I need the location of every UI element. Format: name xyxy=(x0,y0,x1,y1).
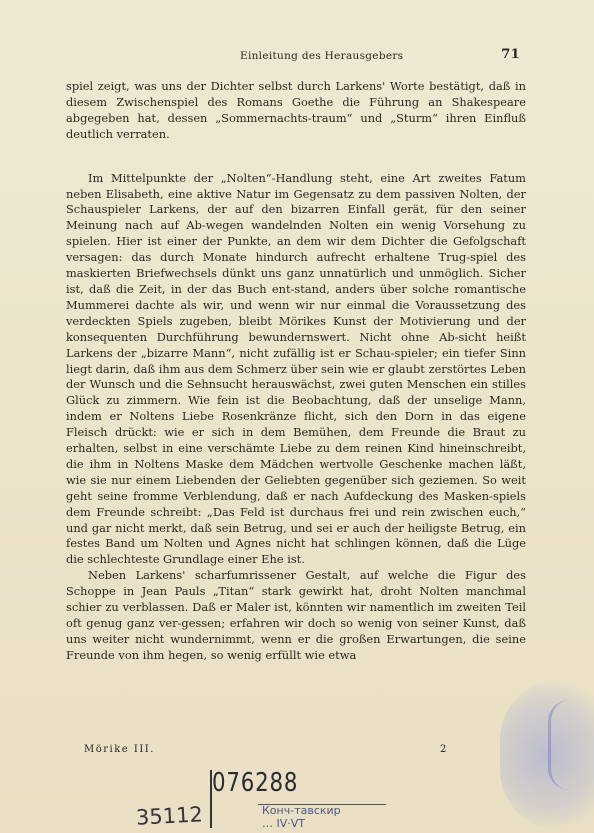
paragraph-nolten: Neben Larkens' scharfumrissener Gestalt, auf welche die Figur des Schoppe in Jean Pauls „Titan“ stark gewirkt hat, droht Nolten manchmal schier zu verblassen. Daß er Maler ist, könnten wir namentlich im zweiten Teil oft genug ganz ver-gessen; erfahren wir doch so wenig von seiner Kunst, daß uns weiter nicht wundernimmt, wenn er die großen Erwartungen, die seine Freunde von ihm hegen, so wenig erfüllt wie etwa xyxy=(66,568,526,662)
paragraph-continuation: spiel zeigt, was uns der Dichter selbst durch Larkens' Worte bestätigt, daß in diesem Zwischenspiel des Romans Goethe die Führung an Shakespeare abgegeben hat, dessen „Sommernachts-traum“ und „Sturm“ ihren Einfluß deutlich verraten. xyxy=(66,79,526,141)
library-stamp xyxy=(262,804,341,830)
header-title: Einleitung des Herausgebers xyxy=(240,50,404,62)
accession-number-stamp: 076288 xyxy=(212,768,299,798)
paragraph-gap xyxy=(66,143,526,171)
signature-mark: Mörike III. xyxy=(84,744,155,755)
page-number: 71 xyxy=(501,47,520,62)
library-stamp-line1: Конч-тавскир xyxy=(262,804,341,817)
inventory-number: 35112 xyxy=(135,802,204,830)
library-stamp-line2: … IV·VT xyxy=(262,817,306,830)
signature-number: 2 xyxy=(440,744,447,755)
paragraph-larkens: Im Mittelpunkte der „Nolten“-Handlung steht, eine Art zweites Fatum neben Elisabeth, eine aktive Natur im Gegensatz zu dem passiven Nolten, der Schauspieler Larkens, der auf den bizarren Einfall gerät, für den seiner Meinung nach auf Ab-wegen wandelnden Nolten ein wenig Vorsehung zu spielen. Hier ist einer der Punkte, an dem wir dem Dichter die Gefolgschaft versagen: das durch Monate hindurch aufrecht erhaltene Trug-spiel des maskierten Briefwechsels dünkt uns ganz unnatürlich und unmöglich. Sicher ist, daß die Zeit, in der das Buch ent-stand, anders über solche romantische Mummerei dachte als wir, und wenn wir nur einmal die Voraussetzung des verdeckten Spiels zugeben, bleibt Mörikes Kunst der Motivierung und der konsequenten Durchführung bewundernswert. Nicht ohne Ab-sicht heißt Larkens der „bizarre Mann“, nicht zufällig ist er Schau-spieler; ein tiefer Sinn liegt darin, daß ihm aus dem Schmerz über sein wie er glaubt zerstörtes Leben der Wunsch und die Sehnsucht herauswächst, zwei guten Menschen ein stilles Glück zu zimmern. Wie fein ist die Beobachtung, daß der unselige Mann, indem er Noltens Liebe Rosenkränze flicht, sich den Dorn in das eigene Fleisch drückt: wie er sich in dem Bemühen, dem Freunde die Braut zu erhalten, selbst in eine verschämte Liebe zu dem reinen Kind hineinschreibt, die ihm in Noltens Maske dem Mädchen wertvolle Geschenke machen läßt, wie sie nur einem Liebenden der Geliebten gegenüber sich geziemen. So weit geht seine fromme Verblendung, daß er nach Aufdeckung des Masken-spiels dem Freunde schreibt: „Das Feld ist durchaus frei und rein zwischen euch,“ und gar nicht merkt, daß sein Betrug, und sei er auch der heiligste Betrug, ein festes Band um Nolten und Agnes nicht hat schlingen können, daß die Lüge die schlechteste Grundlage einer Ehe ist. xyxy=(66,170,526,567)
round-stamp-arc xyxy=(548,700,591,790)
page-body xyxy=(66,79,526,664)
